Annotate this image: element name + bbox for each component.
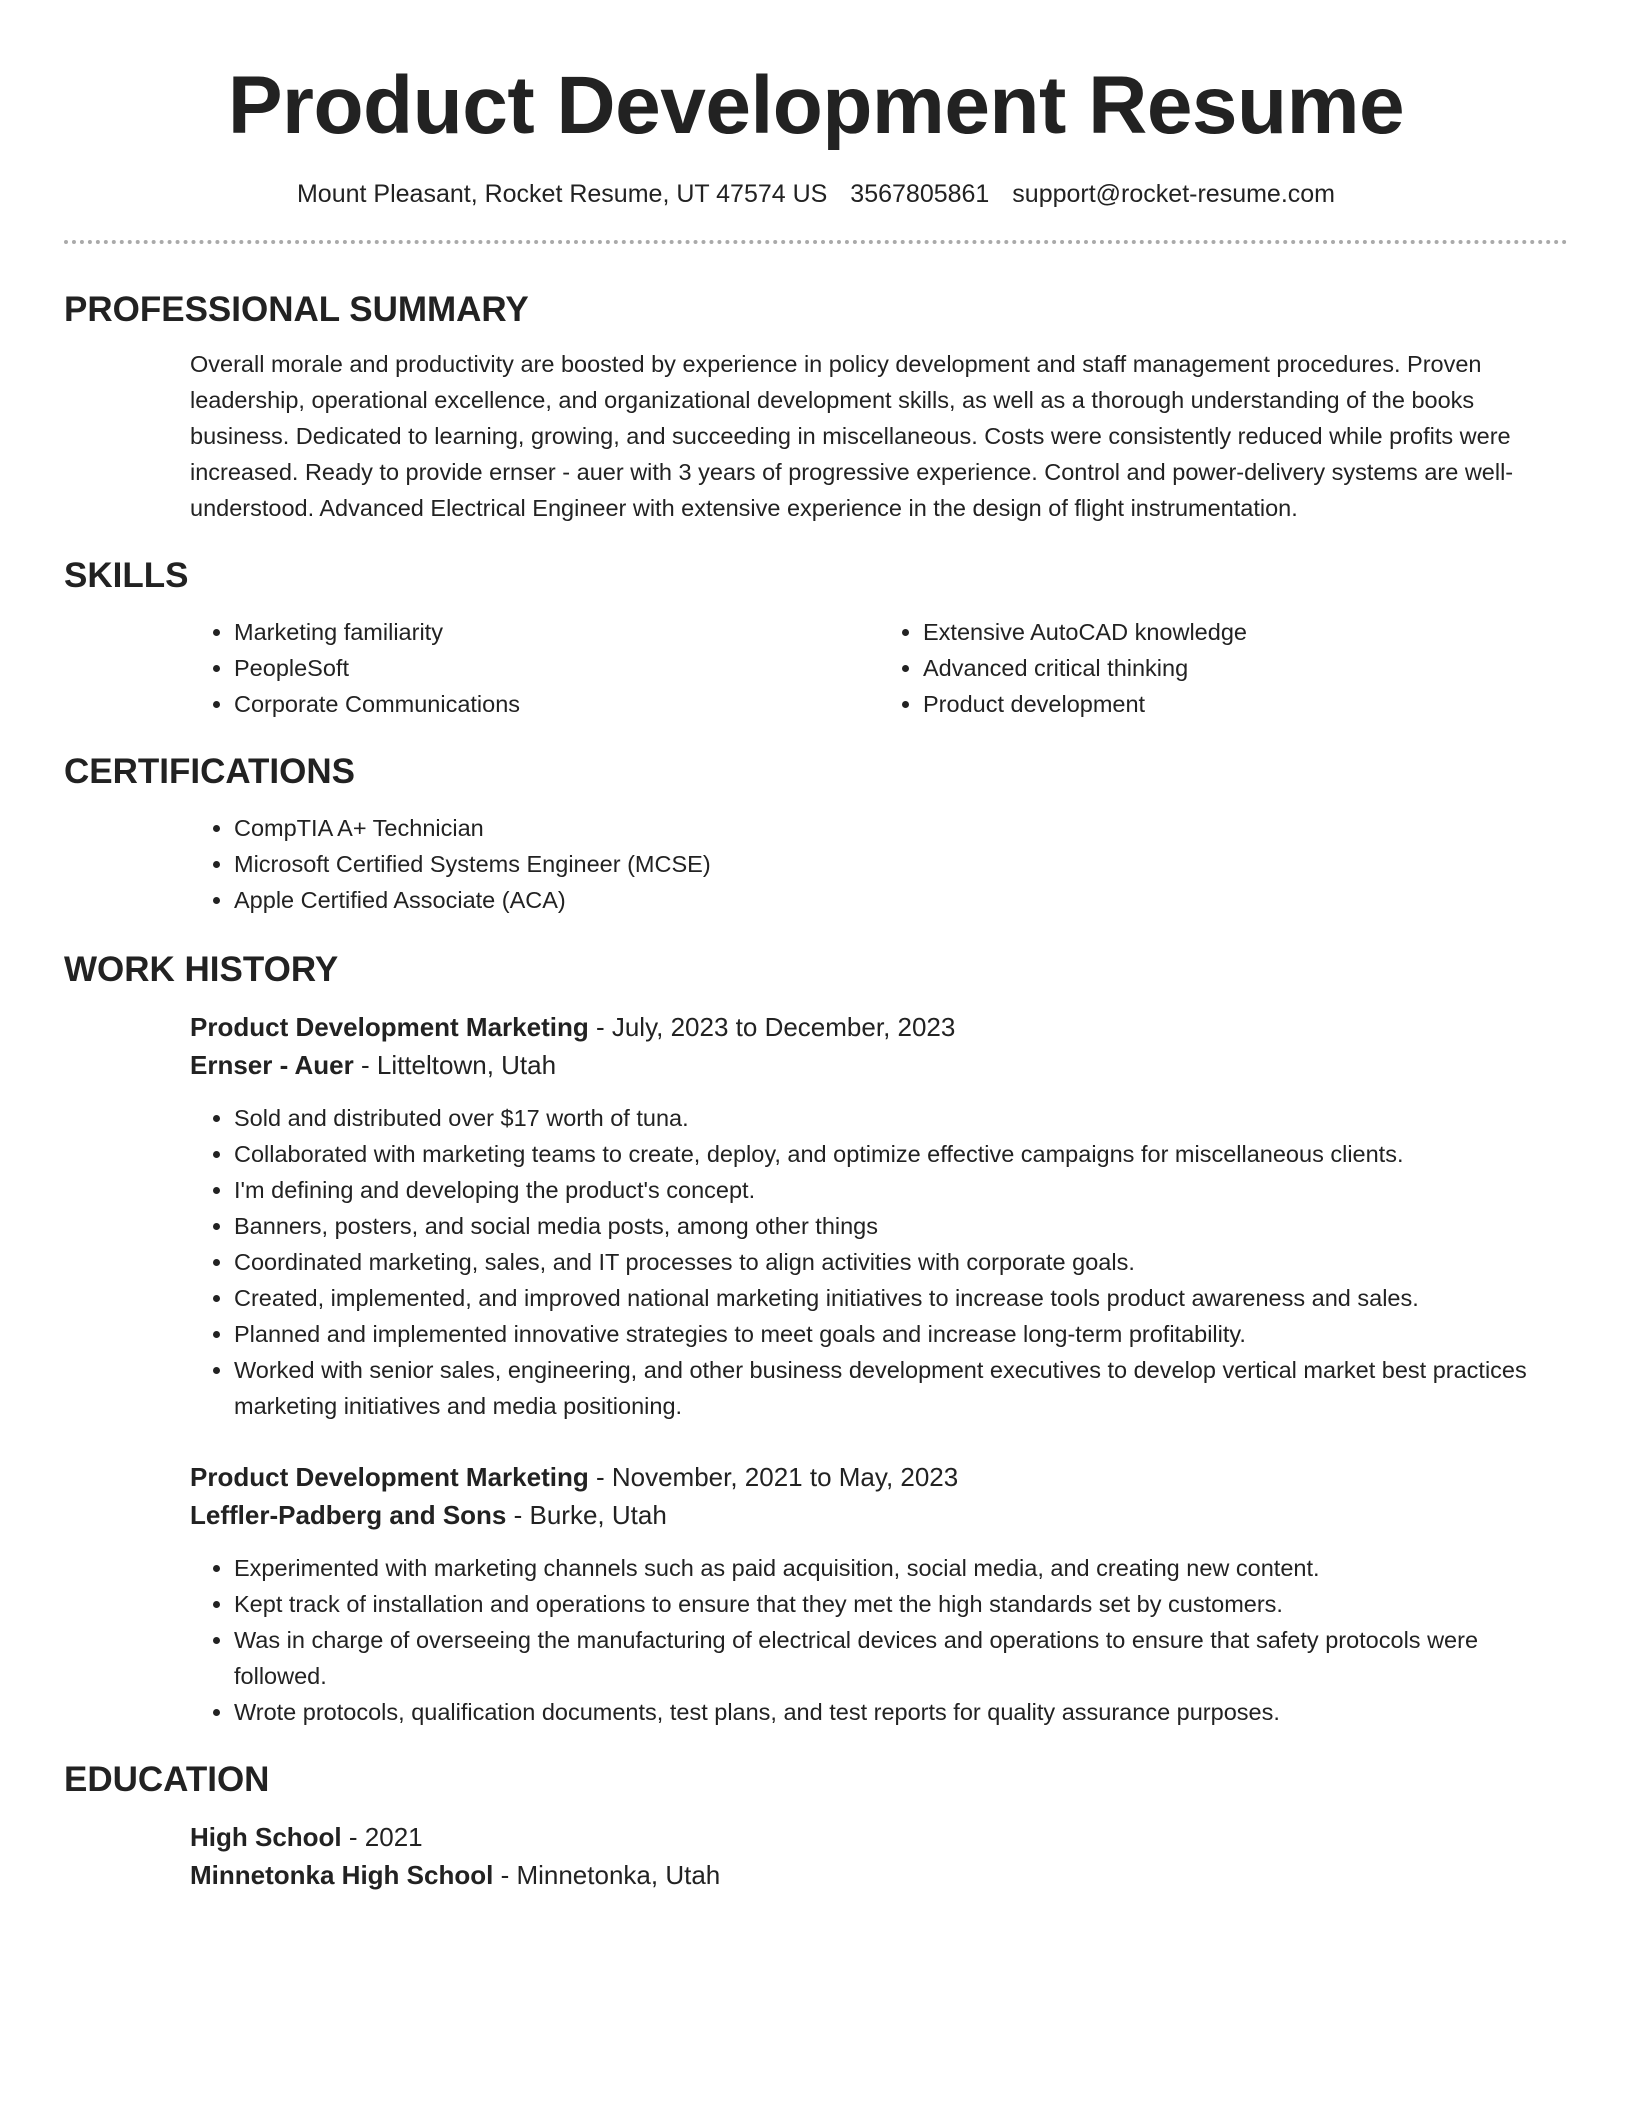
skills-list-left (190, 614, 879, 722)
list-item: • Collaborated with marketing teams to create, deploy, and optimize effective campaigns for miscellaneous clients. (234, 1136, 1568, 1172)
job-dates: - November, 2021 to May, 2023 (588, 1462, 959, 1492)
section-title-certifications: CERTIFICATIONS (64, 752, 356, 791)
list-item: • Experimented with marketing channels such as paid acquisition, social media, and creating new content. (234, 1550, 1568, 1586)
job-company: Leffler-Padberg and Sons (190, 1500, 507, 1530)
skills-list-right (879, 614, 1568, 722)
list-item: • Worked with senior sales, engineering, and other business development executives to develop vertical market best practices marketing initiatives and media positioning. (234, 1352, 1568, 1424)
summary-text: Overall morale and productivity are boosted by experience in policy development and staff management procedures. Proven leadership, operational excellence, and organizational development skills, as well as a thorough understanding of the books business. Dedicated to learning, growing, and succeeding in miscellaneous. Costs were consistently reduced while profits were increased. Ready to provide ernser - auer with 3 years of progressive experience. Control and power-delivery systems are well-understood. Advanced Electrical Engineer with extensive experience in the design of flight instrumentation. (190, 351, 1514, 521)
list-item: • Coordinated marketing, sales, and IT processes to align activities with corporate goals. (234, 1244, 1568, 1280)
list-item: • Banners, posters, and social media posts, among other things (234, 1208, 1568, 1244)
job-bullets (190, 1100, 1568, 1424)
job-company: Ernser - Auer (190, 1050, 354, 1080)
education-school: Minnetonka High School (190, 1860, 494, 1890)
list-item: • Advanced critical thinking (923, 650, 1568, 686)
job-location: - Burke, Utah (506, 1500, 667, 1530)
certifications-section (190, 810, 1568, 918)
list-item: • CompTIA A+ Technician (234, 810, 1568, 846)
job-role: Product Development Marketing (190, 1462, 589, 1492)
list-item: • Extensive AutoCAD knowledge (923, 614, 1568, 650)
contact-line (64, 178, 1568, 210)
job-role: Product Development Marketing (190, 1012, 589, 1042)
certifications-list (190, 810, 1568, 918)
list-item: • PeopleSoft (234, 650, 879, 686)
contact-email: support@rocket-resume.com (1012, 180, 1336, 208)
job-company-line (190, 1496, 1568, 1534)
section-title-education: EDUCATION (64, 1760, 270, 1799)
job-entry (190, 1008, 1568, 1424)
list-item: • Microsoft Certified Systems Engineer (MCSE) (234, 846, 1568, 882)
contact-address: Mount Pleasant, Rocket Resume, UT 47574 US (296, 180, 828, 208)
list-item: • Product development (923, 686, 1568, 722)
job-dates: - July, 2023 to December, 2023 (588, 1012, 956, 1042)
contact-phone: 3567805861 (850, 180, 990, 208)
list-item: • Planned and implemented innovative strategies to meet goals and increase long-term profitability. (234, 1316, 1568, 1352)
header-divider (64, 240, 1568, 244)
section-title-work-history: WORK HISTORY (64, 950, 339, 989)
education-degree-line (190, 1818, 1568, 1856)
education-section (190, 1818, 1568, 1894)
education-school-line (190, 1856, 1568, 1894)
education-year: - 2021 (341, 1822, 423, 1852)
education-location: - Minnetonka, Utah (493, 1860, 721, 1890)
resume-title: Product Development Resume (227, 60, 1405, 151)
work-history-section (190, 1008, 1568, 1730)
list-item: • Marketing familiarity (234, 614, 879, 650)
job-title-line (190, 1008, 1568, 1046)
education-degree: High School (190, 1822, 342, 1852)
list-item: • Kept track of installation and operations to ensure that they met the high standards set by customers. (234, 1586, 1568, 1622)
section-title-skills: SKILLS (64, 556, 189, 595)
list-item: • Created, implemented, and improved national marketing initiatives to increase tools product awareness and sales. (234, 1280, 1568, 1316)
job-location: - Litteltown, Utah (353, 1050, 557, 1080)
list-item: • Wrote protocols, qualification documents, test plans, and test reports for quality assurance purposes. (234, 1694, 1568, 1730)
job-title-line (190, 1458, 1568, 1496)
job-company-line (190, 1046, 1568, 1084)
list-item: • I'm defining and developing the product's concept. (234, 1172, 1568, 1208)
skills-section (190, 614, 1568, 722)
list-item: • Corporate Communications (234, 686, 879, 722)
job-entry (190, 1458, 1568, 1730)
list-item: • Sold and distributed over $17 worth of tuna. (234, 1100, 1568, 1136)
section-title-summary: PROFESSIONAL SUMMARY (64, 290, 529, 329)
job-bullets (190, 1550, 1568, 1730)
list-item: • Was in charge of overseeing the manufacturing of electrical devices and operations to ensure that safety protocols were followed. (234, 1622, 1568, 1694)
summary-section (190, 346, 1568, 526)
list-item: • Apple Certified Associate (ACA) (234, 882, 1568, 918)
